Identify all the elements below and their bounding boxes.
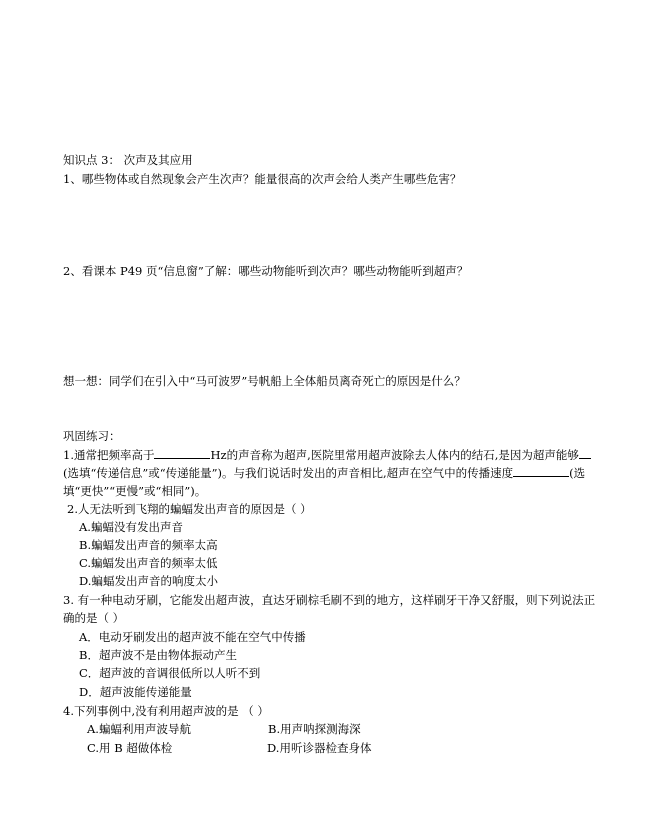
exercise-1-text-a: 1.通常把频率高于	[63, 448, 155, 462]
section-heading: 知识点 3： 次声及其应用	[63, 153, 193, 167]
exercise-4-option-b: B.用声呐探测海深	[268, 722, 361, 736]
exercise-4-option-c: C.用 B 超做体检	[87, 741, 173, 755]
exercise-1-text-d: (选	[569, 466, 586, 480]
exercise-2-stem: 2.人无法听到飞翔的蝙蝠发出声音的原因是（ ）	[67, 502, 312, 516]
exercise-1-line-3: 填“更快”“更慢”或“相同”)。	[63, 484, 207, 498]
exercise-3-option-d: D．超声波能传递能量	[79, 685, 192, 699]
exercise-3-stem-line-2: 确的是（ ）	[63, 611, 125, 625]
exercise-2-option-a: A.蝙蝠没有发出声音	[79, 520, 183, 534]
practice-heading: 巩固练习：	[63, 429, 121, 443]
fill-blank-speed[interactable]	[513, 464, 569, 477]
exercise-3-stem-line-1: 3. 有一种电动牙刷，它能发出超声波，直达牙刷棕毛刷不到的地方，这样刷牙干净又舒服，则下列说法正	[63, 593, 596, 607]
exercise-3-option-a: A．电动牙刷发出的超声波不能在空气中传播	[79, 630, 306, 644]
think-question: 想一想：同学们在引入中“马可波罗”号帆船上全体船员离奇死亡的原因是什么？	[63, 374, 466, 388]
question-1: 1、哪些物体或自然现象会产生次声？能量很高的次声会给人类产生哪些危害？	[63, 172, 462, 186]
exercise-4-stem: 4.下列事例中,没有利用超声波的是 （ ）	[63, 704, 269, 718]
exercise-3-option-c: C．超声波的音调很低所以人听不到	[79, 666, 261, 680]
exercise-2-option-d: D.蝙蝠发出声音的响度太小	[79, 574, 218, 588]
exercise-2-option-b: B.蝙蝠发出声音的频率太高	[79, 538, 218, 552]
exercise-4-option-d: D.用听诊器检查身体	[267, 741, 372, 755]
exercise-1-text-c: (选填“传递信息”或“传递能量”)。与我们说话时发出的声音相比,超声在空气中的传播速度	[63, 466, 514, 480]
fill-blank-frequency[interactable]	[154, 446, 210, 459]
exercise-1-line-2	[63, 464, 661, 482]
fill-blank-purpose[interactable]	[579, 446, 591, 459]
exercise-4-option-a: A.蝙蝠利用声波导航	[87, 722, 191, 736]
question-2: 2、看课本 P49 页“信息窗”了解：哪些动物能听到次声？哪些动物能听到超声？	[63, 264, 469, 278]
exercise-3-option-b: B．超声波不是由物体振动产生	[79, 648, 237, 662]
exercise-1-text-b: Hz的声音称为超声,医院里常用超声波除去人体内的结石,是因为超声能够	[210, 448, 579, 462]
exercise-1-line-1	[63, 446, 661, 464]
exercise-2-option-c: C.蝙蝠发出声音的频率太低	[79, 556, 218, 570]
